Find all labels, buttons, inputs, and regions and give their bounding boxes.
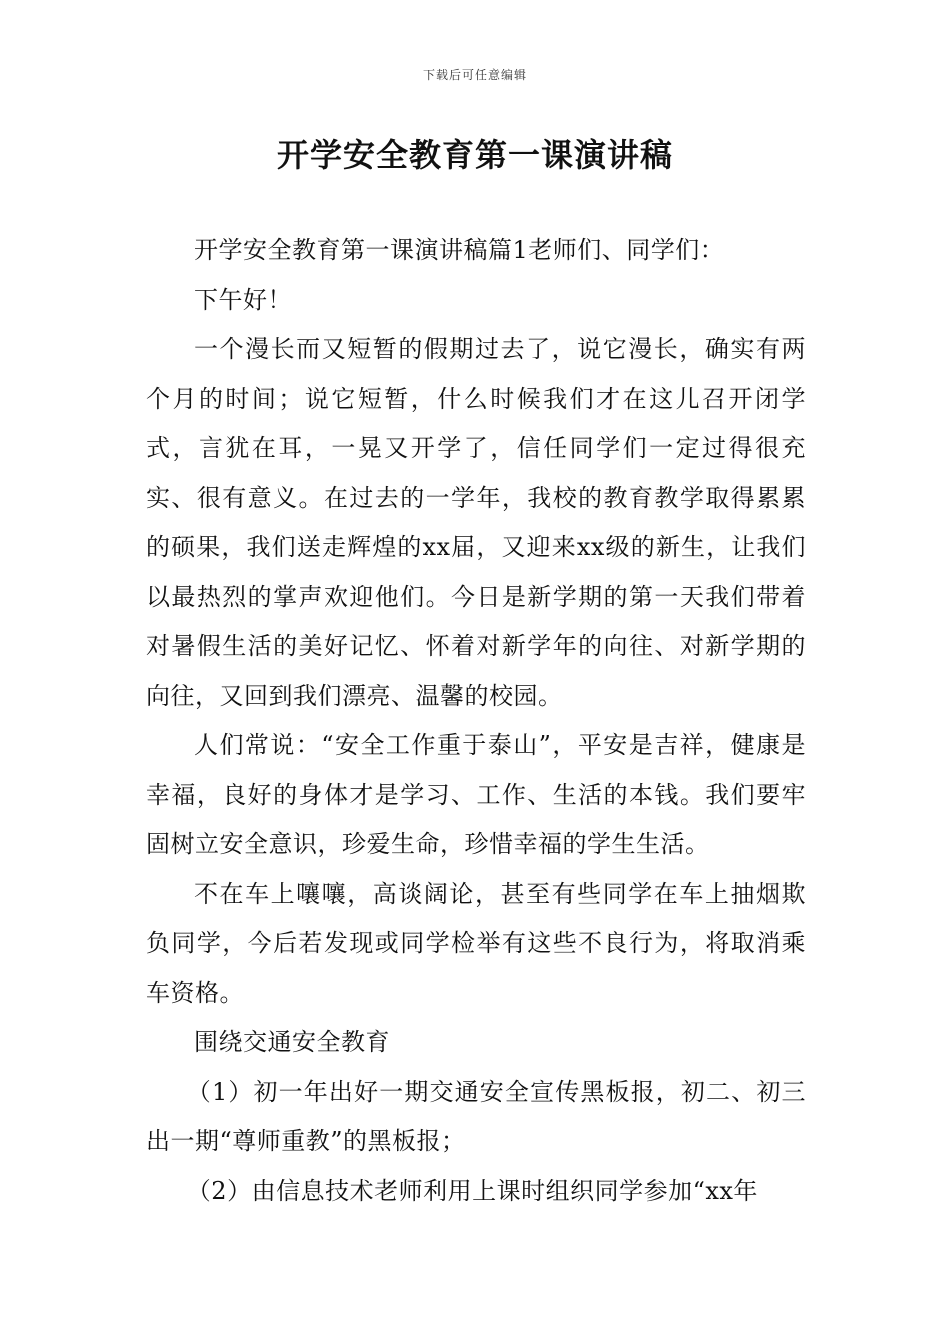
paragraph-greeting: 开学安全教育第一课演讲稿篇1老师们、同学们： — [194, 236, 725, 264]
document-title: 开学安全教育第一课演讲稿 — [276, 136, 673, 174]
paragraph-traffic-heading: 围绕交通安全教育 — [194, 1028, 390, 1056]
header-note: 下载后可任意编辑 — [422, 68, 527, 82]
document-body — [146, 226, 806, 1216]
paragraph-safety: 人们常说：“安全工作重于泰山”，平安是吉祥，健康是幸福，良好的身体才是学习、工作、生活的本钱。我们要牢固树立安全意识，珍爱生命，珍惜幸福的学生生活。 — [146, 731, 806, 858]
paragraph-item-2: （2）由信息技术老师利用上课时组织同学参加“xx年 — [186, 1176, 758, 1205]
paragraph-item-1: （1）初一年出好一期交通安全宣传黑板报，初二、初三出一期“尊师重教”的黑板报； — [146, 1077, 806, 1155]
paragraph-salutation: 下午好！ — [194, 285, 292, 314]
paragraph-bus-rules: 不在车上嚷嚷，高谈阔论，甚至有些同学在车上抽烟欺负同学，今后若发现或同学检举有这些不良行为，将取消乘车资格。 — [146, 879, 806, 1007]
paragraph-intro: 一个漫长而又短暂的假期过去了，说它漫长，确实有两个月的时间；说它短暂，什么时候我们才在这儿召开闭学式，言犹在耳，一晃又开学了，信任同学们一定过得很充实、很有意义。在过去的一学年，我校的教育教学取得累累的硕果，我们送走辉煌的xx届，又迎来xx级的新生，让我们以最热烈的掌声欢迎他们。今日是新学期的第一天我们带着对暑假生活的美好记忆、怀着对新学年的向往、对新学期的向往，又回到我们漂亮、温馨的校园。 — [146, 335, 806, 710]
